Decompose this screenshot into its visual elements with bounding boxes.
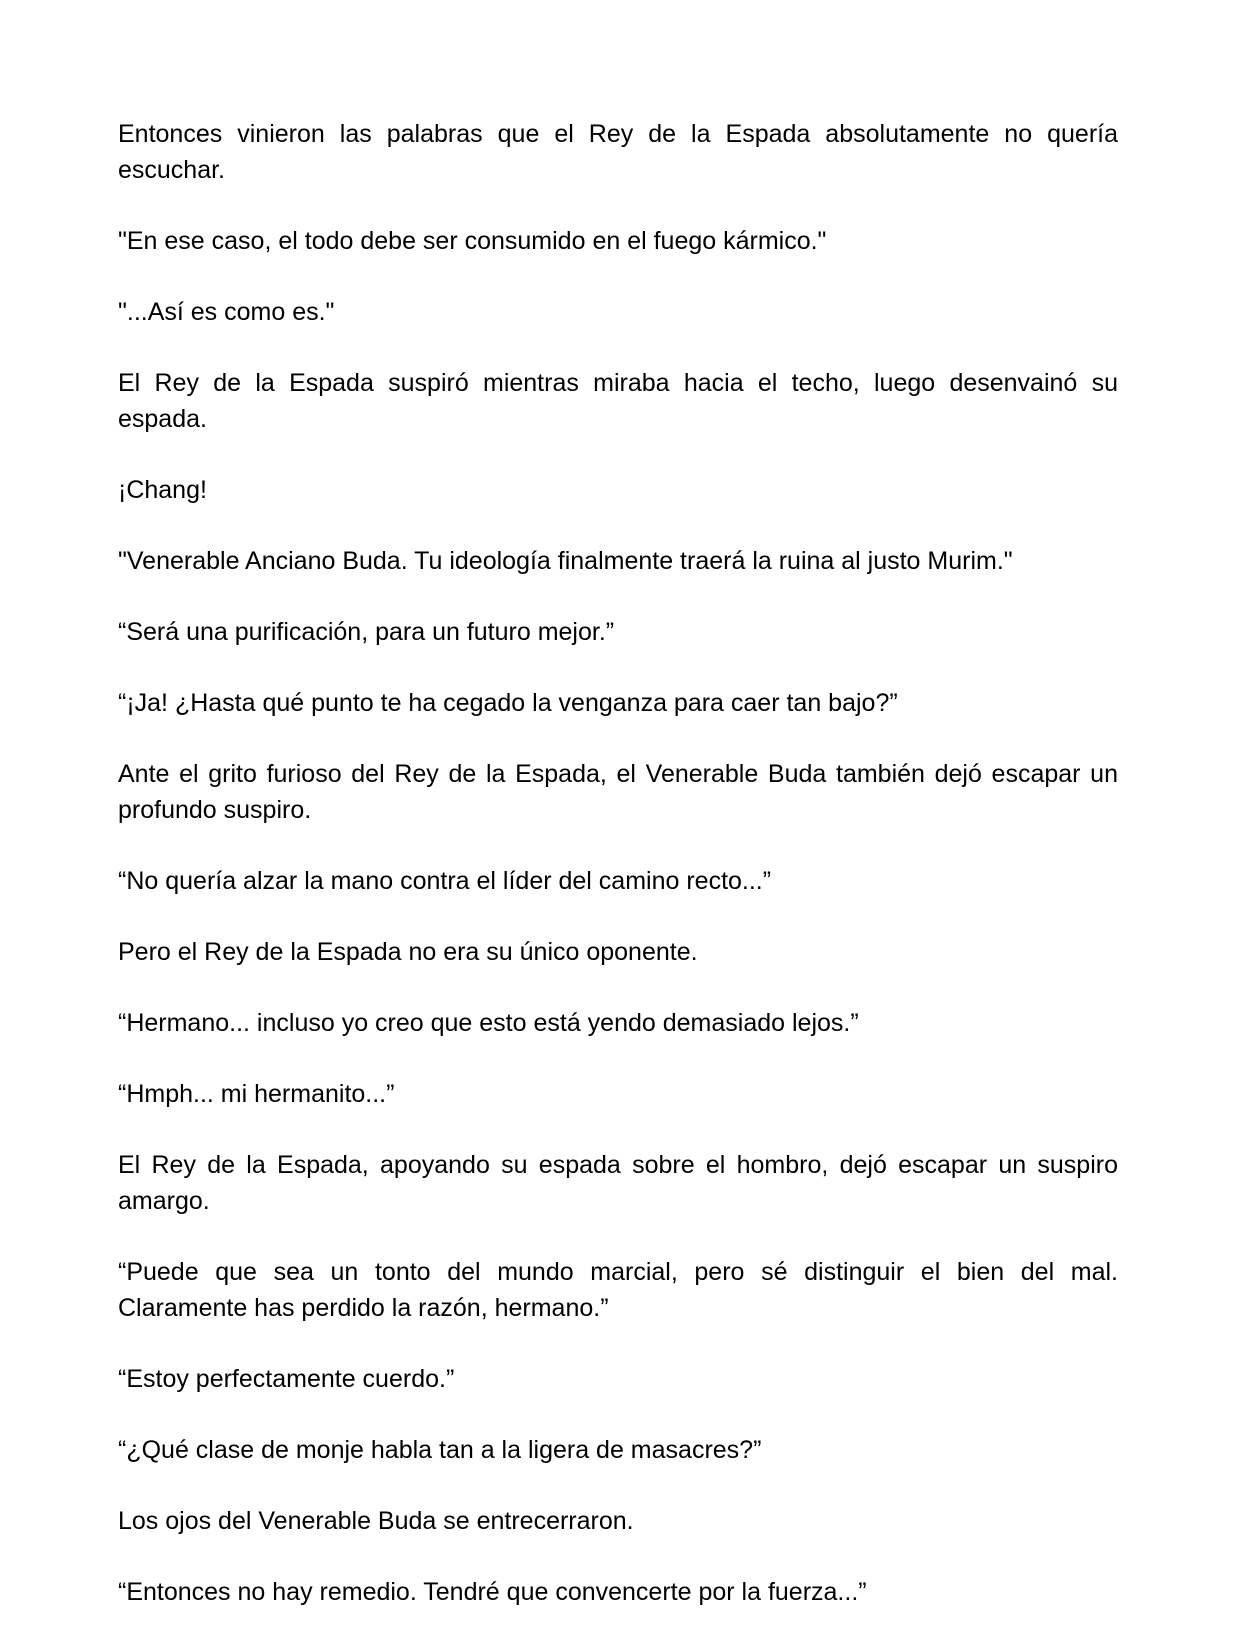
paragraph: Ante el grito furioso del Rey de la Espada, el Venerable Buda también dejó escapar un profundo suspiro. <box>118 760 1118 824</box>
paragraph: “Hmph... mi hermanito...” <box>118 1080 395 1108</box>
paragraph: “No quería alzar la mano contra el líder del camino recto...” <box>118 867 772 895</box>
paragraph: Entonces vinieron las palabras que el Rey de la Espada absolutamente no quería escuchar. <box>118 120 1118 184</box>
paragraph: Pero el Rey de la Espada no era su único oponente. <box>118 938 698 966</box>
paragraph: El Rey de la Espada suspiró mientras miraba hacia el techo, luego desenvainó su espada. <box>118 369 1118 433</box>
paragraph: “Puede que sea un tonto del mundo marcial, pero sé distinguir el bien del mal. Claramente has perdido la razón, hermano.” <box>118 1258 1118 1322</box>
paragraph: “Hermano... incluso yo creo que esto está yendo demasiado lejos.” <box>118 1009 859 1037</box>
paragraph: ¡Chang! <box>118 476 207 504</box>
paragraph: “Será una purificación, para un futuro mejor.” <box>118 618 615 646</box>
paragraph: "...Así es como es." <box>118 298 335 326</box>
paragraph: El Rey de la Espada, apoyando su espada sobre el hombro, dejó escapar un suspiro amargo. <box>118 1151 1118 1215</box>
paragraph: “¡Ja! ¿Hasta qué punto te ha cegado la venganza para caer tan bajo?” <box>118 689 898 717</box>
paragraph: “Entonces no hay remedio. Tendré que convencerte por la fuerza...” <box>118 1578 867 1606</box>
paragraph: “¿Qué clase de monje habla tan a la ligera de masacres?” <box>118 1436 762 1464</box>
paragraph: "Venerable Anciano Buda. Tu ideología finalmente traerá la ruina al justo Murim." <box>118 547 1013 575</box>
paragraph: Los ojos del Venerable Buda se entrecerraron. <box>118 1507 634 1535</box>
paragraph: "En ese caso, el todo debe ser consumido en el fuego kármico." <box>118 227 827 255</box>
text-body <box>118 116 1118 1645</box>
paragraph: “Estoy perfectamente cuerdo.” <box>118 1365 455 1393</box>
